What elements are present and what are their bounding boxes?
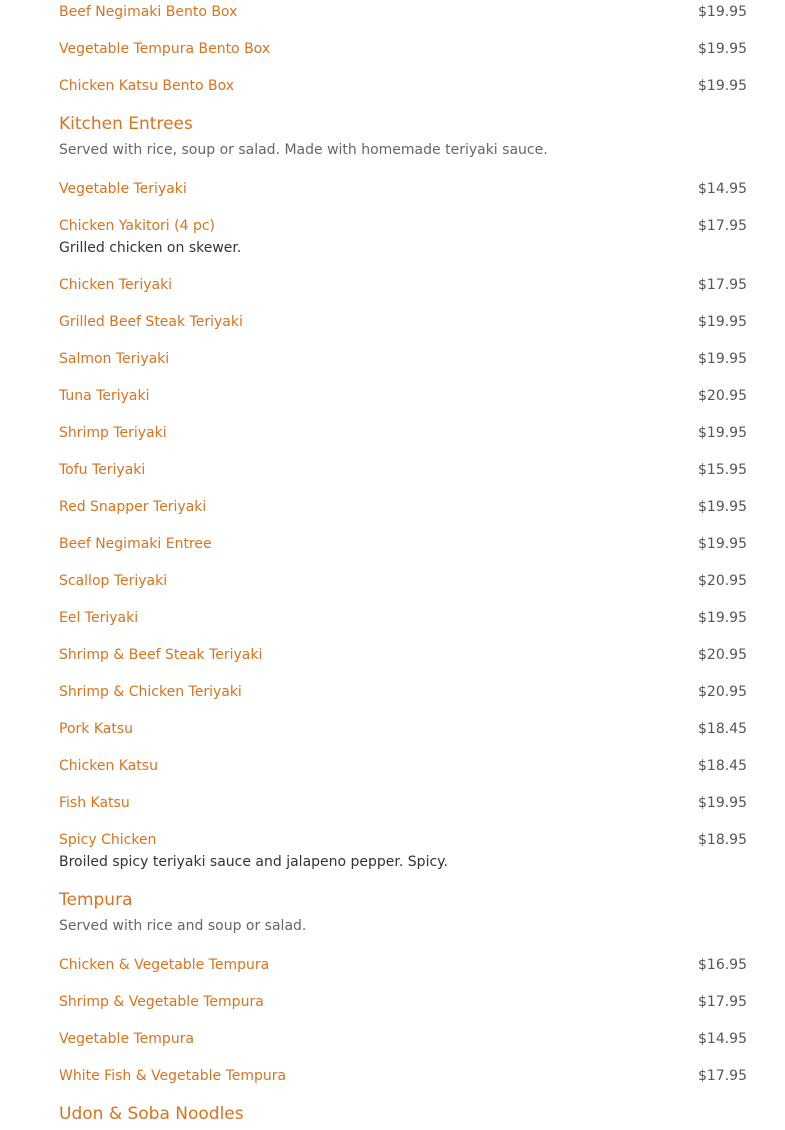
section-title: Udon & Soba Noodles (59, 1104, 244, 1124)
menu-item-name[interactable]: Chicken & Vegetable Tempura (59, 957, 270, 973)
menu-item-price: $15.95 (698, 462, 747, 478)
menu-item-price: $14.95 (698, 181, 747, 197)
menu-item-description: Broiled spicy teriyaki sauce and jalapeno pepper. Spicy. (59, 854, 448, 870)
menu-item-price: $19.95 (698, 795, 747, 811)
section-note-text: Served with rice and soup or salad. (59, 918, 307, 934)
menu-item-description: Grilled chicken on skewer. (59, 240, 242, 256)
menu-item[interactable] (59, 953, 747, 990)
menu-item-price: $19.95 (698, 499, 747, 515)
menu-item[interactable] (59, 273, 747, 310)
menu-item-name[interactable]: Vegetable Tempura Bento Box (59, 41, 271, 57)
menu-item-price: $19.95 (698, 610, 747, 626)
menu-item-name[interactable]: Salmon Teriyaki (59, 351, 170, 367)
menu-item-price: $19.95 (698, 425, 747, 441)
menu-item-price: $18.45 (698, 758, 747, 774)
menu-item-price: $18.45 (698, 721, 747, 737)
menu-item-price: $19.95 (698, 351, 747, 367)
section-heading-tempura (59, 887, 747, 916)
menu-item[interactable] (59, 347, 747, 384)
menu-item-name[interactable]: Tuna Teriyaki (59, 388, 150, 404)
menu-item[interactable] (59, 177, 747, 214)
menu-item-price: $17.95 (698, 218, 747, 234)
menu-item[interactable] (59, 643, 747, 680)
menu-item-price: $18.95 (698, 832, 747, 848)
menu-item[interactable] (59, 74, 747, 111)
menu-item-name[interactable]: Chicken Teriyaki (59, 277, 173, 293)
menu-item-price: $19.95 (698, 41, 747, 57)
menu-item[interactable] (59, 569, 747, 606)
menu-item-price: $20.95 (698, 647, 747, 663)
menu-item-name[interactable]: Spicy Chicken (59, 832, 157, 848)
menu-item-name[interactable]: Chicken Yakitori (4 pc) (59, 218, 215, 234)
menu-item[interactable] (59, 1027, 747, 1064)
menu-item-name[interactable]: White Fish & Vegetable Tempura (59, 1068, 287, 1084)
menu-item-price: $14.95 (698, 1031, 747, 1047)
menu-item-price: $19.95 (698, 4, 747, 20)
menu-item[interactable] (59, 458, 747, 495)
menu-item-name[interactable]: Vegetable Tempura (59, 1031, 195, 1047)
menu-item-name[interactable]: Shrimp & Chicken Teriyaki (59, 684, 242, 700)
menu-item[interactable] (59, 310, 747, 347)
section-title: Kitchen Entrees (59, 114, 193, 134)
menu-item[interactable] (59, 421, 747, 458)
menu-item[interactable] (59, 532, 747, 569)
menu-item-name[interactable]: Pork Katsu (59, 721, 133, 737)
menu-item[interactable] (59, 37, 747, 74)
menu-item-name[interactable]: Chicken Katsu Bento Box (59, 78, 235, 94)
section-heading-udon-soba (59, 1101, 747, 1130)
menu-item-name[interactable]: Fish Katsu (59, 795, 130, 811)
menu-list (59, 0, 747, 1130)
menu-item-name[interactable]: Beef Negimaki Bento Box (59, 4, 238, 20)
menu-item-price: $20.95 (698, 573, 747, 589)
menu-item[interactable] (59, 606, 747, 643)
menu-item[interactable] (59, 214, 747, 273)
menu-item-price: $20.95 (698, 388, 747, 404)
menu-item[interactable] (59, 0, 747, 37)
menu-item-name[interactable]: Tofu Teriyaki (59, 462, 146, 478)
menu-item[interactable] (59, 1064, 747, 1101)
menu-item-name[interactable]: Red Snapper Teriyaki (59, 499, 207, 515)
menu-item-name[interactable]: Grilled Beef Steak Teriyaki (59, 314, 243, 330)
menu-item-name[interactable]: Shrimp & Beef Steak Teriyaki (59, 647, 263, 663)
menu-item[interactable] (59, 754, 747, 791)
menu-item-price: $17.95 (698, 1068, 747, 1084)
menu-item[interactable] (59, 680, 747, 717)
menu-item[interactable] (59, 828, 747, 887)
menu-item-name[interactable]: Chicken Katsu (59, 758, 158, 774)
menu-item-name[interactable]: Beef Negimaki Entree (59, 536, 212, 552)
menu-item[interactable] (59, 791, 747, 828)
menu-item-price: $19.95 (698, 536, 747, 552)
menu-item-name[interactable]: Shrimp & Vegetable Tempura (59, 994, 264, 1010)
menu-item-price: $19.95 (698, 78, 747, 94)
menu-item-price: $19.95 (698, 314, 747, 330)
menu-item-name[interactable]: Eel Teriyaki (59, 610, 139, 626)
section-note (59, 916, 747, 953)
menu-item-name[interactable]: Scallop Teriyaki (59, 573, 168, 589)
section-note (59, 140, 747, 177)
menu-item[interactable] (59, 717, 747, 754)
menu-item-price: $17.95 (698, 994, 747, 1010)
menu-item-price: $20.95 (698, 684, 747, 700)
menu-item-name[interactable]: Shrimp Teriyaki (59, 425, 167, 441)
menu-item[interactable] (59, 384, 747, 421)
menu-item[interactable] (59, 990, 747, 1027)
menu-item[interactable] (59, 495, 747, 532)
section-note-text: Served with rice, soup or salad. Made with homemade teriyaki sauce. (59, 142, 548, 158)
menu-item-name[interactable]: Vegetable Teriyaki (59, 181, 187, 197)
section-heading-kitchen-entrees (59, 111, 747, 140)
menu-item-price: $16.95 (698, 957, 747, 973)
section-title: Tempura (59, 890, 133, 910)
menu-item-price: $17.95 (698, 277, 747, 293)
